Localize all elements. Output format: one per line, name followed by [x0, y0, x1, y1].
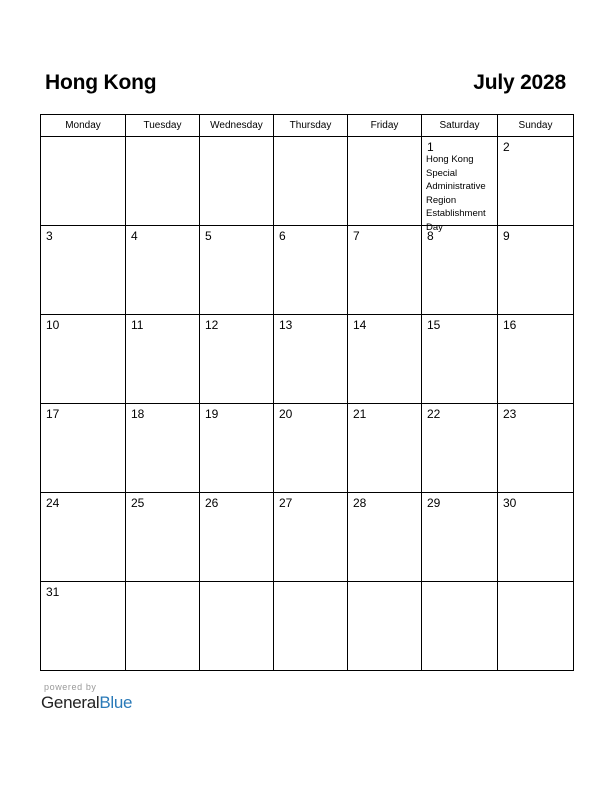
- day-cell-30: [498, 493, 574, 582]
- weekday-header-wednesday: Wednesday: [200, 115, 274, 137]
- day-number: 6: [279, 229, 286, 243]
- day-cell-7: [348, 226, 422, 315]
- day-number: 7: [353, 229, 360, 243]
- day-number: 23: [503, 407, 517, 421]
- day-cell-4: [126, 226, 200, 315]
- day-number: 12: [205, 318, 219, 332]
- calendar-month-title: July 2028: [473, 71, 566, 94]
- day-number: 26: [205, 496, 219, 510]
- empty-day-cell: [41, 137, 126, 226]
- day-number: 9: [503, 229, 510, 243]
- weekday-header-thursday: Thursday: [274, 115, 348, 137]
- day-cell-29: [422, 493, 498, 582]
- empty-day-cell: [126, 137, 200, 226]
- empty-day-cell: [200, 582, 274, 671]
- empty-day-cell: [274, 137, 348, 226]
- day-cell-31: [41, 582, 126, 671]
- day-cell-2: [498, 137, 574, 226]
- empty-day-cell: [498, 582, 574, 671]
- day-number: 14: [353, 318, 367, 332]
- day-number: 1: [427, 140, 434, 154]
- day-number: 22: [427, 407, 441, 421]
- weekday-header-sunday: Sunday: [498, 115, 574, 137]
- day-cell-26: [200, 493, 274, 582]
- day-cell-5: [200, 226, 274, 315]
- day-cell-25: [126, 493, 200, 582]
- calendar-week-row: [41, 582, 574, 671]
- weekday-header-saturday: Saturday: [422, 115, 498, 137]
- day-number: 13: [279, 318, 293, 332]
- day-number: 28: [353, 496, 367, 510]
- day-number: 19: [205, 407, 219, 421]
- day-cell-1: [422, 137, 498, 233]
- day-number: 25: [131, 496, 145, 510]
- day-cell-6: [274, 226, 348, 315]
- calendar-week-row: [41, 404, 574, 493]
- day-cell-28: [348, 493, 422, 582]
- empty-day-cell: [126, 582, 200, 671]
- day-number: 3: [46, 229, 53, 243]
- day-cell-17: [41, 404, 126, 493]
- calendar-week-row: [41, 493, 574, 582]
- day-number: 11: [131, 318, 144, 332]
- generalblue-logo[interactable]: [41, 693, 132, 713]
- empty-day-cell: [422, 582, 498, 671]
- weekday-header-monday: Monday: [41, 115, 126, 137]
- empty-day-cell: [200, 137, 274, 226]
- day-number: 16: [503, 318, 517, 332]
- day-number: 17: [46, 407, 60, 421]
- day-cell-27: [274, 493, 348, 582]
- day-cell-10: [41, 315, 126, 404]
- day-cell-20: [274, 404, 348, 493]
- day-number: 15: [427, 318, 441, 332]
- day-number: 21: [353, 407, 367, 421]
- day-cell-19: [200, 404, 274, 493]
- day-number: 2: [503, 140, 510, 154]
- day-cell-16: [498, 315, 574, 404]
- day-number: 8: [427, 229, 434, 243]
- day-cell-24: [41, 493, 126, 582]
- brand-general-text: General: [41, 693, 100, 712]
- day-cell-3: [41, 226, 126, 315]
- day-cell-11: [126, 315, 200, 404]
- weekday-header-tuesday: Tuesday: [126, 115, 200, 137]
- weekday-header-friday: Friday: [348, 115, 422, 137]
- weekday-header-row: [41, 115, 574, 137]
- day-cell-15: [422, 315, 498, 404]
- day-number: 31: [46, 585, 60, 599]
- holiday-event-label: Hong Kong Special Administrative Region Establishment Day: [426, 154, 486, 233]
- day-cell-23: [498, 404, 574, 493]
- powered-by-label: powered by: [44, 682, 97, 692]
- day-cell-22: [422, 404, 498, 493]
- day-number: 29: [427, 496, 441, 510]
- day-cell-18: [126, 404, 200, 493]
- empty-day-cell: [348, 137, 422, 226]
- day-cell-21: [348, 404, 422, 493]
- day-number: 5: [205, 229, 212, 243]
- day-cell-12: [200, 315, 274, 404]
- month-calendar-grid: [40, 114, 574, 671]
- day-number: 24: [46, 496, 60, 510]
- day-number: 27: [279, 496, 293, 510]
- day-cell-8: [422, 226, 498, 315]
- empty-day-cell: [348, 582, 422, 671]
- calendar-week-row: [41, 315, 574, 404]
- calendar-week-row: [41, 137, 574, 226]
- day-number: 30: [503, 496, 517, 510]
- day-number: 18: [131, 407, 145, 421]
- day-cell-13: [274, 315, 348, 404]
- day-cell-14: [348, 315, 422, 404]
- calendar-country-title: Hong Kong: [45, 71, 157, 94]
- day-number: 20: [279, 407, 293, 421]
- day-number: 10: [46, 318, 60, 332]
- day-number: 4: [131, 229, 138, 243]
- calendar-week-row: [41, 226, 574, 315]
- day-cell-9: [498, 226, 574, 315]
- empty-day-cell: [274, 582, 348, 671]
- calendar-body: [41, 137, 574, 671]
- brand-blue-text: Blue: [99, 693, 133, 712]
